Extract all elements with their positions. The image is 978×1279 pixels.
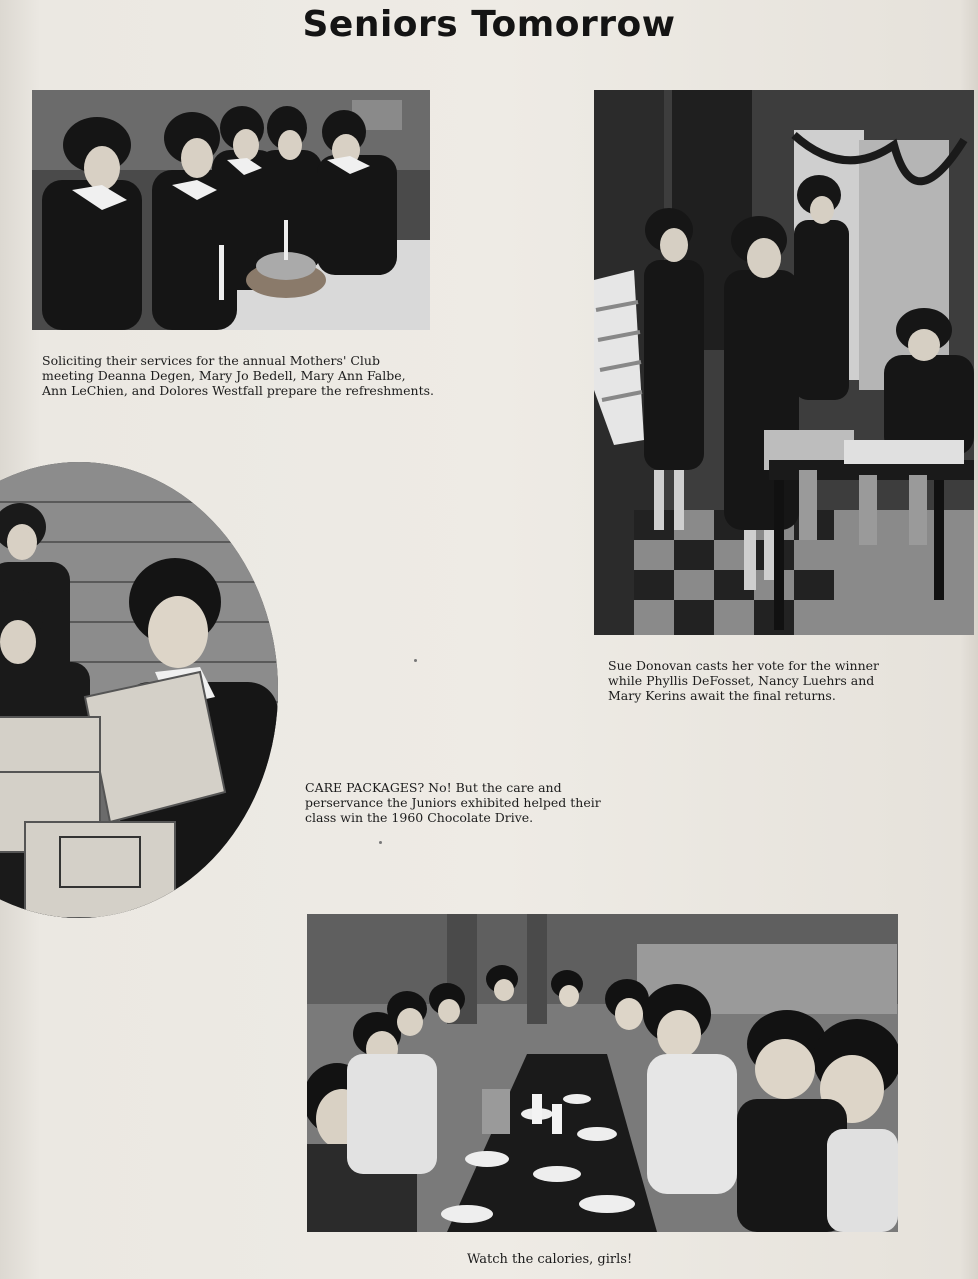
paper-speck (414, 659, 417, 662)
paper-speck (379, 841, 382, 844)
photo-care-packages (0, 462, 278, 918)
caption-calories: Watch the calories, girls! (467, 1252, 633, 1267)
page-title: Seniors Tomorrow (302, 4, 676, 45)
caption-refreshments: Soliciting their services for the annual Mothers' Club meeting Deanna Degen, Mary Jo Bedell, Mary Ann Falbe, Ann LeChien, and Dolores Westfall prepare the refreshments. (42, 353, 434, 398)
photo-vote-image (594, 90, 974, 635)
caption-vote: Sue Donovan casts her vote for the winner while Phyllis DeFosset, Nancy Luehrs and Mary Kerins await the final returns. (608, 658, 880, 703)
caption-care-packages: CARE PACKAGES? No! But the care and perservance the Juniors exhibited helped their class win the 1960 Chocolate Drive. (305, 780, 601, 825)
photo-vote (594, 90, 974, 635)
photo-refreshments (32, 90, 430, 330)
photo-dining-image (307, 914, 898, 1232)
photo-refreshments-image (32, 90, 430, 330)
photo-care-packages-image (0, 462, 278, 918)
photo-dining (307, 914, 898, 1232)
